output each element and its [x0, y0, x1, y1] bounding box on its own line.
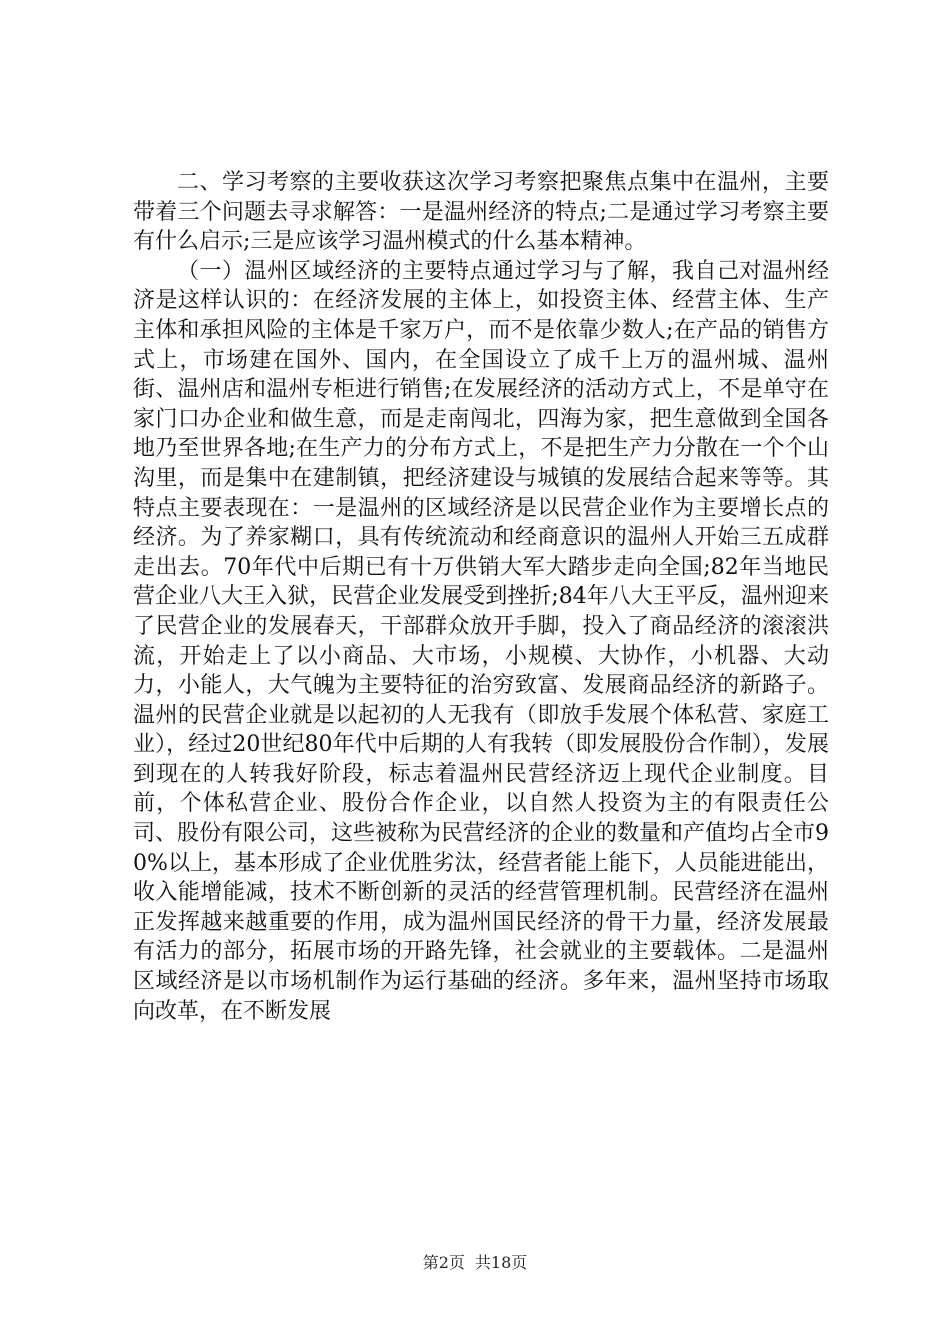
paragraph-1: 二、学习考察的主要收获这次学习考察把聚焦点集中在温州，主要带着三个问题去寻求解答：一是温州经济的特点;二是通过学习考察主要有什么启示;三是应该学习温州模式的什么基本精神。 [133, 170, 829, 255]
page-total: 共18页 [474, 1253, 528, 1272]
page-footer [0, 1250, 950, 1273]
paragraph-2: （一）温州区域经济的主要特点通过学习与了解，我自己对温州经济是这样认识的：在经济发展的主体上，如投资主体、经营主体、生产主体和承担风险的主体是千家万户，而不是依靠少数人;在产品的销售方式上，市场建在国外、国内，在全国设立了成千上万的温州城、温州街、温州店和温州专柜进行销售;在发展经济的活动方式上，不是单守在家门口办企业和做生意，而是走南闯北，四海为家，把生意做到全国各地乃至世界各地;在生产力的分布方式上，不是把生产力分散在一个个山沟里，而是集中在建制镇，把经济建设与城镇的发展结合起来等等。其特点主要表现在：一是温州的区域经济是以民营企业作为主要增长点的经济。为了养家糊口，具有传统流动和经商意识的温州人开始三五成群走出去。70年代中后期已有十万供销大军大踏步走向全国;82年当地民营企业八大王入狱，民营企业发展受到挫折;84年八大王平反，温州迎来了民营企业的发展春天，干部群众放开手脚，投入了商品经济的滚滚洪流，开始走上了以小商品、大市场，小规模、大协作，小机器、大动力，小能人，大气魄为主要特征的治穷致富、发展商品经济的新路子。温州的民营企业就是以起初的人无我有（即放手发展个体私营、家庭工业），经过20世纪80年代中后期的人有我转（即发展股份合作制），发展到现在的人转我好阶段，标志着温州民营经济迈上现代企业制度。目前，个体私营企业、股份合作企业，以自然人投资为主的有限责任公司、股份有限公司，这些被称为民营经济的企业的数量和产值均占全市90%以上，基本形成了企业优胜劣汰，经营者能上能下，人员能进能出，收入能增能减，技术不断创新的灵活的经营管理机制。民营经济在温州正发挥越来越重要的作用，成为温州国民经济的骨干力量，经济发展最有活力的部分，拓展市场的开路先锋，社会就业的主要载体。二是温州区域经济是以市场机制作为运行基础的经济。多年来，温州坚持市场取向改革，在不断发展 [133, 258, 829, 1024]
page-number: 第2页 [422, 1253, 465, 1272]
document-body [133, 168, 829, 1026]
